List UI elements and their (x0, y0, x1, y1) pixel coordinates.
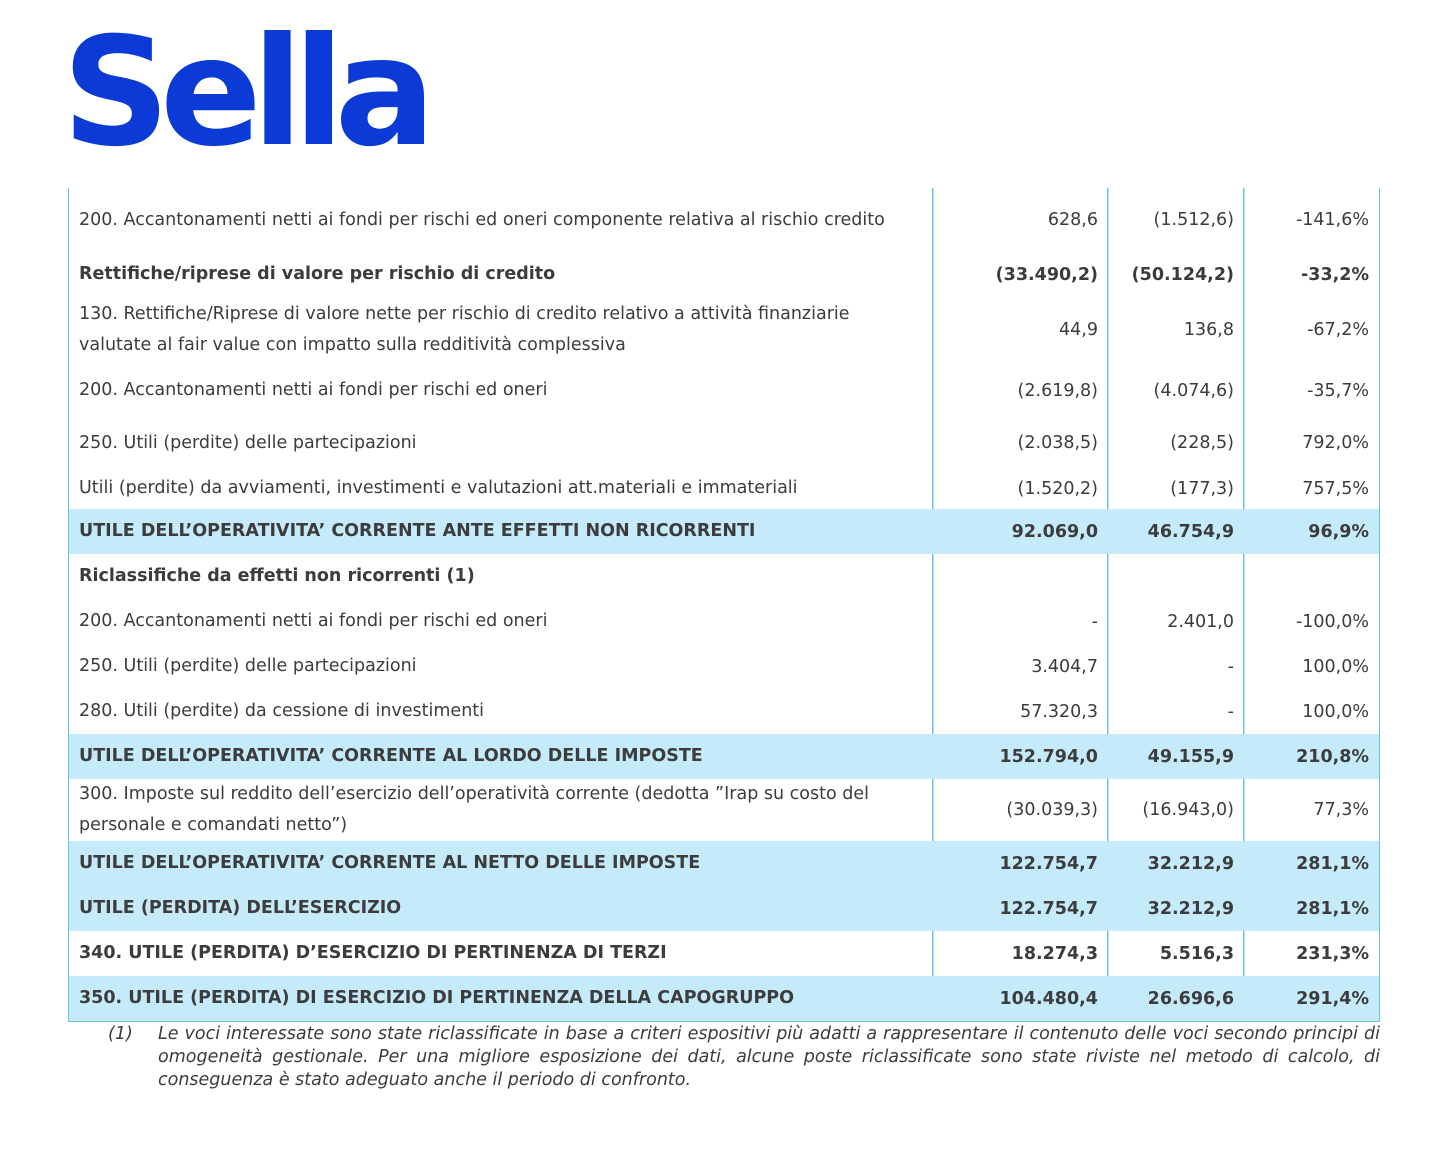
row-value-1: (1.520,2) (1017, 478, 1098, 499)
row-value-1: 104.480,4 (999, 988, 1098, 1009)
row-value-2: (1.512,6) (1153, 210, 1234, 230)
table-row-subtotal (69, 886, 1379, 931)
table-row (69, 468, 1379, 509)
table-row-total (69, 976, 1379, 1021)
row-value-1: (2.038,5) (1017, 433, 1098, 453)
row-change: 77,3% (1313, 800, 1369, 820)
row-label: Utili (perdite) da avviamenti, investimenti e valutazioni att.materiali e immateriali (79, 478, 798, 498)
row-value-1: 18.274,3 (1011, 943, 1098, 964)
row-value-2: (4.074,6) (1153, 380, 1234, 401)
row-change: 231,3% (1296, 943, 1369, 964)
row-label: 250. Utili (perdite) delle partecipazioni (79, 656, 417, 676)
row-change: -67,2% (1307, 320, 1369, 340)
row-value-2: (228,5) (1170, 433, 1234, 453)
row-value-2: 46.754,9 (1147, 521, 1234, 542)
row-label: 350. UTILE (PERDITA) DI ESERCIZIO DI PERTINENZA DELLA CAPOGRUPPO (79, 988, 794, 1008)
row-label: 200. Accantonamenti netti ai fondi per rischi ed oneri (79, 611, 548, 631)
row-label: UTILE DELL’OPERATIVITA’ CORRENTE AL NETTO DELLE IMPOSTE (79, 853, 701, 873)
row-change: 281,1% (1296, 898, 1369, 919)
row-label: 130. Rettifiche/Riprese di valore nette per rischio di credito relativo a attività finanziarie valutate al fair value con impatto sulla redditività complessiva (79, 304, 850, 355)
row-value-2: (177,3) (1170, 478, 1234, 499)
row-value-2: (50.124,2) (1131, 264, 1234, 285)
row-label: 200. Accantonamenti netti ai fondi per rischi ed oneri (79, 380, 548, 400)
row-change: 210,8% (1296, 746, 1369, 767)
income-statement-table (68, 188, 1380, 1022)
row-value-1: 122.754,7 (999, 898, 1098, 919)
row-value-1: 92.069,0 (1011, 521, 1098, 542)
row-change: 96,9% (1308, 521, 1369, 542)
row-value-2: 32.212,9 (1147, 898, 1234, 919)
row-change: -33,2% (1301, 264, 1369, 285)
row-label: 300. Imposte sul reddito dell’esercizio dell’operatività corrente (dedotta ”Irap su costo del personale e comandati netto”) (79, 784, 869, 835)
row-value-2: - (1227, 656, 1234, 677)
table-row (69, 363, 1379, 418)
row-change: -100,0% (1295, 611, 1369, 632)
table-row (69, 689, 1379, 734)
row-value-2: (16.943,0) (1142, 800, 1234, 820)
table-row (69, 931, 1379, 976)
row-value-1: 628,6 (1047, 210, 1098, 230)
row-value-1: (30.039,3) (1006, 800, 1098, 820)
row-label: 340. UTILE (PERDITA) D’ESERCIZIO DI PERTINENZA DI TERZI (79, 943, 667, 963)
row-label: Riclassifiche da effetti non ricorrenti (1) (79, 566, 475, 586)
table-row-subtotal (69, 841, 1379, 886)
table-row (69, 779, 1379, 841)
table-row (69, 644, 1379, 689)
row-change: 281,1% (1296, 853, 1369, 874)
table-row-subtotal (69, 734, 1379, 779)
row-label: UTILE DELL’OPERATIVITA’ CORRENTE ANTE EFFETTI NON RICORRENTI (79, 521, 756, 541)
footnote (108, 1023, 1380, 1092)
row-value-1: (33.490,2) (995, 264, 1098, 285)
table-row (69, 252, 1379, 297)
row-value-1: 152.794,0 (999, 746, 1098, 767)
row-value-1: 44,9 (1059, 320, 1098, 340)
row-change: 757,5% (1302, 478, 1369, 499)
row-label: UTILE (PERDITA) DELL’ESERCIZIO (79, 898, 402, 918)
row-label: Rettifiche/riprese di valore per rischio di credito (79, 264, 556, 284)
row-change: 792,0% (1302, 433, 1369, 453)
footnote-text: Le voci interessate sono state riclassificate in base a criteri espositivi più adatti a rappresentare il contenuto delle voci secondo principi di omogeneità gestionale. Per una migliore esposizione dei dati, alcune poste riclassificate sono state riviste nel metodo di calcolo, di conseguenza è stato adeguato anche il periodo di confronto. (158, 1024, 1380, 1090)
row-value-2: 5.516,3 (1159, 943, 1234, 964)
row-label: 280. Utili (perdite) da cessione di investimenti (79, 701, 485, 721)
row-value-2: 26.696,6 (1147, 988, 1234, 1009)
row-change: 100,0% (1302, 701, 1369, 722)
row-value-2: 2.401,0 (1167, 611, 1234, 632)
row-change: 100,0% (1302, 656, 1369, 677)
row-label: 200. Accantonamenti netti ai fondi per rischi ed oneri componente relativa al rischio credito (79, 209, 885, 230)
row-change: -141,6% (1295, 210, 1369, 230)
row-value-1: 3.404,7 (1031, 656, 1098, 677)
row-value-2: 49.155,9 (1147, 746, 1234, 767)
row-value-1: 57.320,3 (1020, 701, 1098, 722)
table-row (69, 297, 1379, 363)
row-change: 291,4% (1296, 988, 1369, 1009)
row-label: UTILE DELL’OPERATIVITA’ CORRENTE AL LORDO DELLE IMPOSTE (79, 746, 703, 766)
row-value-2: 136,8 (1183, 320, 1234, 340)
row-value-2: 32.212,9 (1147, 853, 1234, 874)
table-row-subtotal (69, 509, 1379, 554)
row-label: 250. Utili (perdite) delle partecipazioni (79, 432, 417, 453)
table-row (69, 599, 1379, 644)
table-row (69, 418, 1379, 468)
footnote-number: (1) (108, 1024, 133, 1044)
row-value-1: - (1091, 611, 1098, 632)
row-value-1: 122.754,7 (999, 853, 1098, 874)
table-row (69, 188, 1379, 252)
row-change: -35,7% (1307, 380, 1369, 401)
table-row-section (69, 554, 1379, 599)
sella-logo: Sella (62, 6, 426, 180)
row-value-2: - (1227, 701, 1234, 722)
row-value-1: (2.619,8) (1017, 380, 1098, 401)
